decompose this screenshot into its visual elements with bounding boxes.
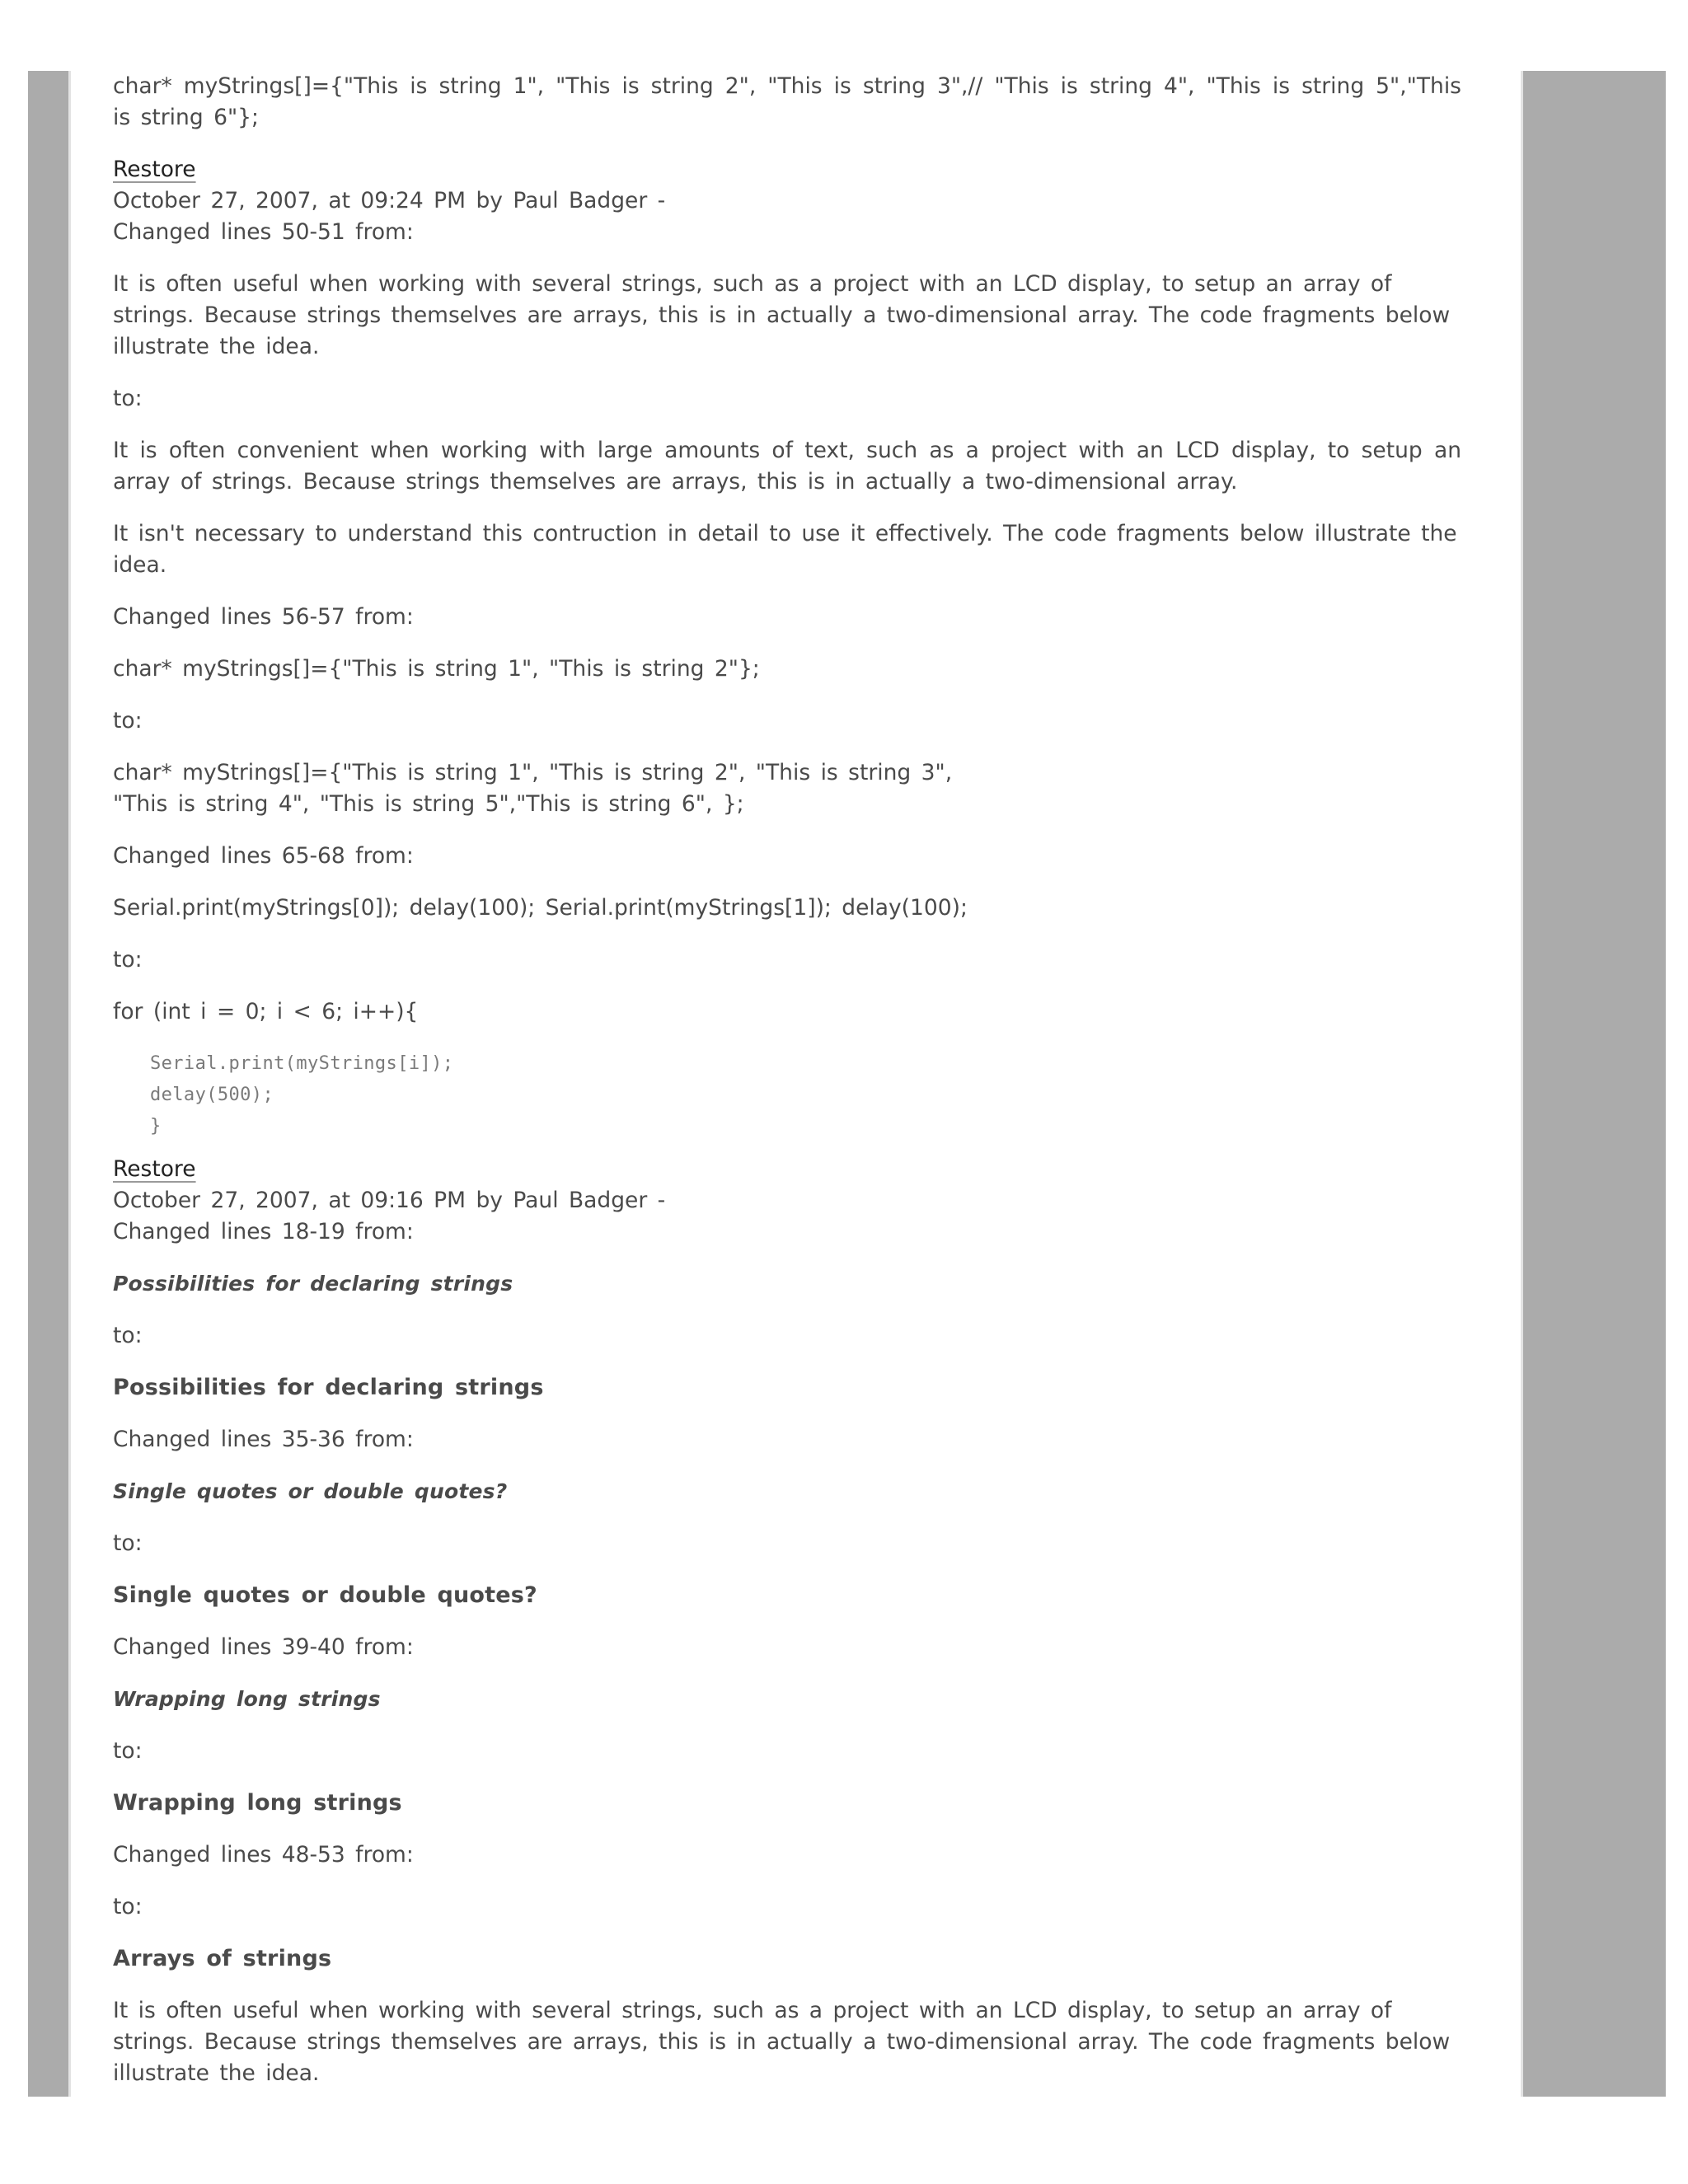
diff-from-heading: Single quotes or double quotes? xyxy=(113,1479,508,1503)
right-sidebar xyxy=(1521,71,1666,2097)
revision-header xyxy=(113,1154,1461,1248)
to-label: to: xyxy=(113,1738,143,1764)
diff-to-heading: Possibilities for declaring strings xyxy=(113,1375,544,1400)
diff-to-line: char* myStrings[]={"This is string 1", "This is string 2", "This is string 3", xyxy=(113,760,953,785)
restore-link[interactable]: Restore xyxy=(113,157,196,182)
change-label: Changed lines 56-57 from: xyxy=(113,604,414,630)
code-block xyxy=(150,1048,1461,1142)
to-label: to: xyxy=(113,1323,143,1348)
diff-from-text: Serial.print(myStrings[0]); delay(100); Serial.print(myStrings[1]); delay(100); xyxy=(113,895,968,921)
change-label: Changed lines 18-19 from: xyxy=(113,1219,414,1244)
revision-timestamp: October 27, 2007, at 09:24 PM by Paul Badger - xyxy=(113,188,666,213)
diff-to-line: "This is string 4", "This is string 5","This is string 6", }; xyxy=(113,791,744,817)
diff-to-text: It is often useful when working with several strings, such as a project with an LCD display, to setup an array of strings. Because strings themselves are arrays, this is in actually a two-dimensional array. The code fragments below illustrate the idea. xyxy=(113,1998,1451,2086)
diff-to-text: It is often convenient when working with large amounts of text, such as a project with an LCD display, to setup an array of strings. Because strings themselves are arrays, this is in actually a two-dimensional array. xyxy=(113,438,1461,494)
diff-to-heading: Arrays of strings xyxy=(113,1946,332,1971)
code-line: } xyxy=(150,1116,162,1137)
diff-to-heading: Single quotes or double quotes? xyxy=(113,1582,537,1608)
change-label: Changed lines 39-40 from: xyxy=(113,1634,414,1660)
revision-header xyxy=(113,154,1461,248)
diff-from-heading: Wrapping long strings xyxy=(113,1687,381,1711)
to-label: to: xyxy=(113,708,143,733)
code-line: Serial.print(myStrings[i]); xyxy=(150,1053,454,1074)
to-label: to: xyxy=(113,1894,143,1919)
code-line: delay(500); xyxy=(150,1085,274,1105)
diff-text: char* myStrings[]={"This is string 1", "This is string 2", "This is string 3",// "This is string 4", "This is string 5","This is string 6"}; xyxy=(113,73,1461,130)
restore-link[interactable]: Restore xyxy=(113,1156,196,1182)
diff-from-text: It is often useful when working with several strings, such as a project with an LCD display, to setup an array of strings. Because strings themselves are arrays, this is in actually a two-dimensional array. The code fragments below illustrate the idea. xyxy=(113,271,1451,359)
diff-from-heading: Possibilities for declaring strings xyxy=(113,1272,513,1296)
change-label: Changed lines 35-36 from: xyxy=(113,1427,414,1452)
diff-to-text: It isn't necessary to understand this contruction in detail to use it effectively. The code fragments below illustrate the idea. xyxy=(113,521,1457,578)
left-sidebar xyxy=(28,71,71,2097)
diff-to-heading: Wrapping long strings xyxy=(113,1790,402,1816)
change-label: Changed lines 48-53 from: xyxy=(113,1842,414,1868)
diff-from-text: char* myStrings[]={"This is string 1", "This is string 2"}; xyxy=(113,656,760,682)
change-label: Changed lines 65-68 from: xyxy=(113,843,414,869)
diff-to-text xyxy=(113,757,1461,820)
to-label: to: xyxy=(113,1530,143,1556)
change-label: Changed lines 50-51 from: xyxy=(113,219,414,245)
to-label: to: xyxy=(113,947,143,972)
to-label: to: xyxy=(113,386,143,411)
diff-to-text: for (int i = 0; i < 6; i++){ xyxy=(113,999,419,1024)
revision-timestamp: October 27, 2007, at 09:16 PM by Paul Badger - xyxy=(113,1188,666,1213)
page-history-content xyxy=(113,71,1461,2110)
